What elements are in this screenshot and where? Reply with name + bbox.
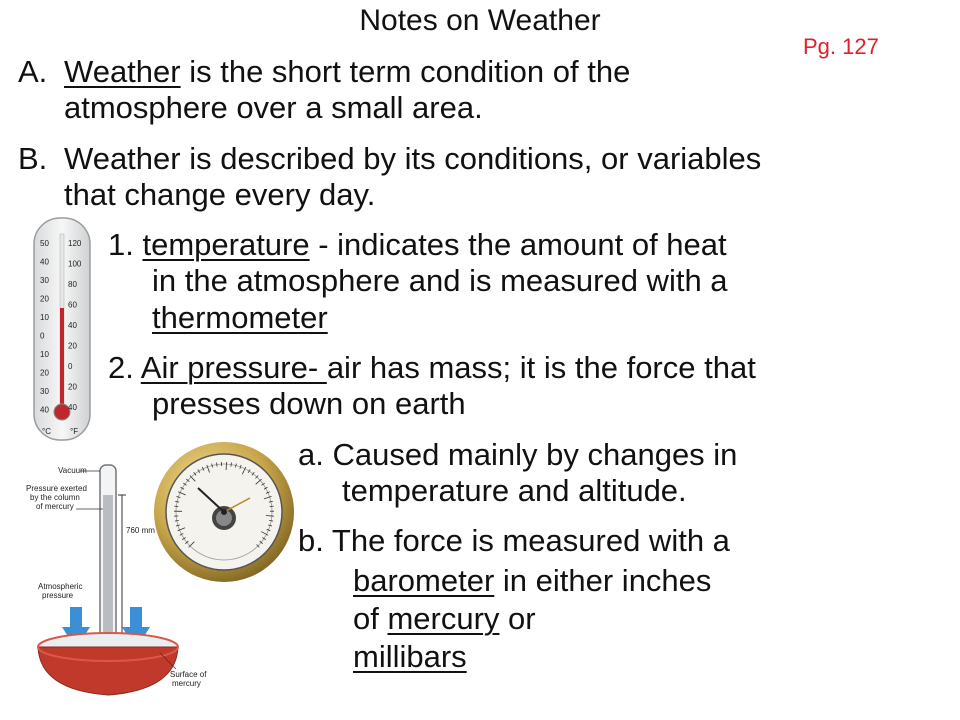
item-2-line1	[108, 350, 756, 386]
item-2-number: 2.	[108, 350, 141, 385]
atmospheric-label-line2: pressure	[42, 591, 74, 600]
celsius-tick-label: 10	[40, 313, 49, 322]
sub-b-line3	[353, 601, 536, 637]
sub-a-line1: a. Caused mainly by changes in	[298, 437, 738, 472]
item-1-text: - indicates the amount of heat	[309, 227, 727, 262]
item-2-text: air has mass; it is the force that	[326, 350, 756, 385]
vacuum-label: Vacuum	[58, 466, 87, 475]
item-1-line1	[108, 227, 727, 263]
slide-title: Notes on Weather	[359, 4, 601, 37]
celsius-tick-label: 40	[40, 257, 49, 267]
aneroid-barometer-illustration	[150, 438, 298, 586]
point-a-line2: atmosphere over a small area.	[64, 90, 483, 125]
point-a-marker: A.	[18, 54, 48, 89]
temperature-term: temperature	[142, 227, 310, 262]
fahrenheit-tick-label: 120	[68, 239, 82, 248]
sub-b-text: in either inches	[494, 563, 712, 598]
celsius-tick-label: 20	[40, 368, 49, 378]
surface-label-line2: mercury	[172, 679, 201, 688]
celsius-tick-label: 30	[40, 276, 49, 285]
point-a-line1	[64, 54, 630, 90]
fahrenheit-tick-label: 20	[68, 382, 77, 392]
pressure-exerted-line1: Pressure exerted	[26, 484, 87, 493]
point-a-text: is the short term condition of the	[180, 54, 631, 89]
air-pressure-term: Air pressure-	[140, 350, 327, 385]
point-b-line1: Weather is described by its conditions, or variables	[64, 141, 762, 176]
celsius-tick-label: 30	[40, 387, 49, 396]
barometer-term: barometer	[353, 563, 495, 598]
fahrenheit-tick-label: 0	[68, 362, 73, 371]
celsius-tick-label: 10	[40, 350, 49, 359]
of-text: of	[353, 601, 388, 636]
atmospheric-label-line1: Atmospheric	[38, 582, 83, 591]
point-b-marker: B.	[18, 141, 48, 176]
thermometer-illustration	[30, 216, 94, 442]
fahrenheit-tick-label: 60	[68, 300, 77, 310]
celsius-tick-label: 0	[40, 331, 45, 341]
fahrenheit-tick-label: 40	[68, 403, 77, 412]
sub-a-line2: temperature and altitude.	[342, 473, 687, 508]
fahrenheit-tick-label: 20	[68, 341, 77, 351]
pressure-exerted-line2: by the column	[30, 493, 80, 502]
celsius-unit: °C	[42, 427, 51, 436]
celsius-tick-label: 20	[40, 294, 49, 304]
page-reference: Pg. 127	[803, 34, 879, 59]
celsius-tick-label: 40	[40, 405, 49, 415]
point-b-line2: that change every day.	[64, 177, 376, 212]
fahrenheit-tick-label: 100	[68, 259, 82, 269]
pressure-exerted-line3: of mercury	[36, 502, 74, 511]
millibars-term: millibars	[353, 639, 467, 674]
sub-b-line1: b. The force is measured with a	[298, 523, 730, 558]
item-1-number: 1.	[108, 227, 143, 262]
sub-b-line2	[353, 563, 711, 599]
item-1-line3	[152, 300, 328, 336]
celsius-tick-label: 50	[40, 239, 49, 248]
fahrenheit-unit: °F	[70, 427, 79, 436]
mercury-term: mercury	[387, 601, 500, 636]
surface-label-line1: Surface of	[170, 670, 207, 679]
weather-term: Weather	[64, 54, 181, 89]
fahrenheit-tick-label: 40	[68, 321, 77, 330]
or-text: or	[499, 601, 536, 636]
thermometer-term: thermometer	[152, 300, 328, 335]
height-label: 760 mm	[126, 526, 155, 535]
item-1-line2: in the atmosphere and is measured with a	[152, 263, 728, 298]
sub-b-line4	[353, 639, 467, 675]
item-2-line2: presses down on earth	[152, 386, 466, 421]
fahrenheit-tick-label: 80	[68, 280, 77, 289]
